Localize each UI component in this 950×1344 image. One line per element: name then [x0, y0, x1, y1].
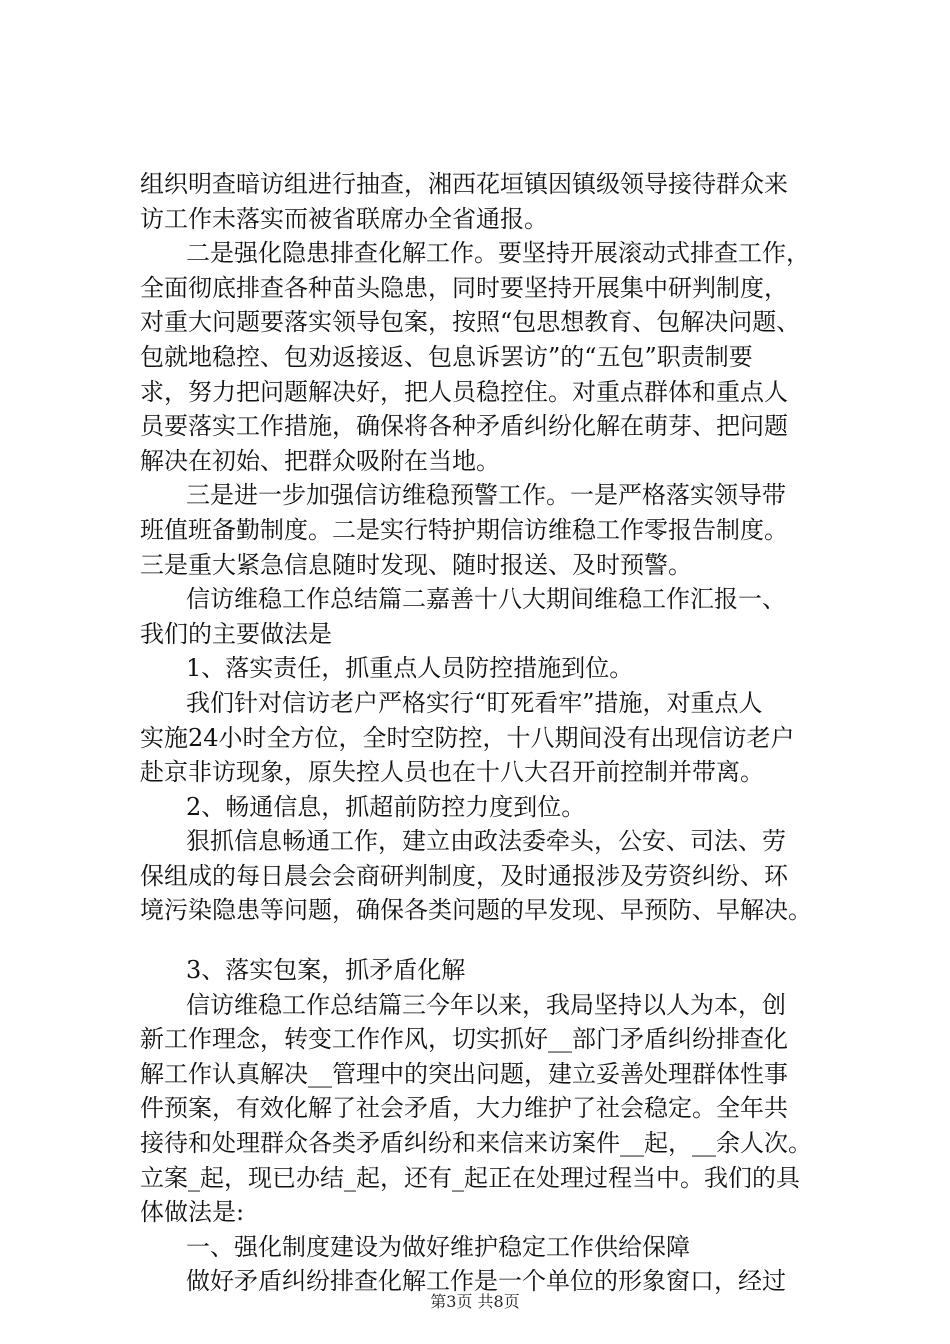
text-line: 做好矛盾纠纷排查化解工作是一个单位的形象窗口，经过 [186, 1267, 786, 1296]
text-line: 全面彻底排查各种苗头隐患，同时要坚持开展集中研判制度， [140, 273, 788, 302]
paragraph-gap [140, 928, 840, 953]
text-line: 接待和处理群众各类矛盾纠纷和来信来访案件__起，__余人次。 [140, 1129, 812, 1158]
text-line: 解决在初始、把群众吸附在当地。 [140, 446, 500, 475]
text-line: 三是进一步加强信访维稳预警工作。一是严格落实领导带 [186, 481, 786, 510]
text-line: 立案_起，现已办结_起，还有_起正在处理过程当中。我们的具 [140, 1163, 800, 1192]
text-line: 解工作认真解决__管理中的突出问题，建立妥善处理群体性事 [140, 1059, 788, 1088]
document-body [140, 167, 840, 1299]
text-line: 体做法是: [140, 1198, 245, 1227]
text-line: 求，努力把问题解决好，把人员稳控住。对重点群体和重点人 [140, 377, 788, 406]
text-line: 员要落实工作措施，确保将各种矛盾纠纷化解在萌芽、把问题 [140, 412, 788, 441]
text-line: 包就地稳控、包劝返接返、包息诉罢访”的“五包”职责制要 [140, 342, 753, 371]
text-line: 访工作未落实而被省联席办全省通报。 [140, 204, 548, 233]
text-line: 实施24小时全方位，全时空防控，十八期间没有出现信访老户 [140, 723, 795, 752]
text-line: 二是强化隐患排查化解工作。要坚持开展滚动式排查工作， [186, 239, 810, 268]
text-line: 境污染隐患等问题，确保各类问题的早发现、早预防、早解决。 [140, 896, 812, 925]
text-line: 信访维稳工作总结篇二嘉善十八大期间维稳工作汇报一、 [186, 585, 786, 614]
text-line: 保组成的每日晨会会商研判制度，及时通报涉及劳资纠纷、环 [140, 861, 788, 890]
text-line: 赴京非访现象，原失控人员也在十八大召开前控制并带离。 [140, 758, 764, 787]
text-line: 三是重大紧急信息随时发现、随时报送、及时预警。 [140, 550, 692, 579]
text-line: 我们针对信访老户严格实行“盯死看牢”措施，对重点人 [186, 688, 763, 717]
text-line: 3、落实包案，抓矛盾化解 [186, 956, 466, 985]
text-line: 我们的主要做法是 [140, 619, 332, 648]
text-line: 组织明查暗访组进行抽查，湘西花垣镇因镇级领导接待群众来 [140, 170, 788, 198]
page-footer [0, 1289, 950, 1312]
text-line: 对重大问题要落实领导包案，按照“包思想教育、包解决问题、 [140, 308, 801, 337]
text-line: 班值班备勤制度。二是实行特护期信访维稳工作零报告制度。 [140, 515, 788, 544]
text-line: 一、强化制度建设为做好维护稳定工作供给保障 [186, 1232, 690, 1261]
text-line: 狠抓信息畅通工作，建立由政法委牵头，公安、司法、劳 [186, 827, 786, 856]
text-line: 信访维稳工作总结篇三今年以来，我局坚持以人为本，创 [186, 990, 786, 1019]
text-line: 1、落实责任，抓重点人员防控措施到位。 [186, 654, 634, 683]
text-line: 2、畅通信息，抓超前防控力度到位。 [186, 792, 586, 821]
text-line: 件预案，有效化解了社会矛盾，大力维护了社会稳定。全年共 [140, 1094, 788, 1123]
text-line: 新工作理念，转变工作作风，切实抓好__部门矛盾纠纷排查化 [140, 1025, 788, 1054]
page-number: 第3页 共8页 [430, 1292, 520, 1311]
